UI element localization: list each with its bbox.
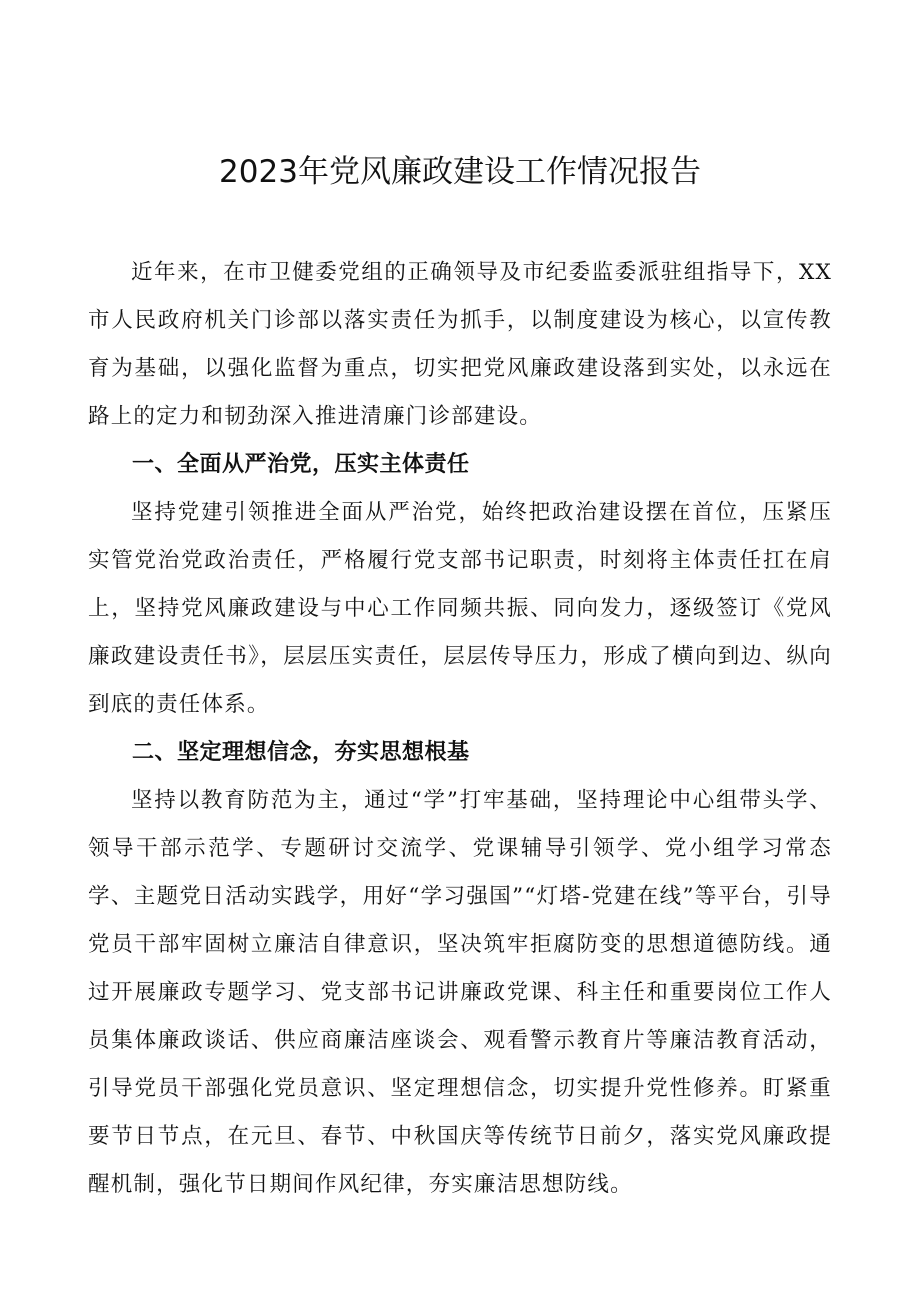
document-title: 2023年党风廉政建设工作情况报告 xyxy=(219,154,701,190)
intro-paragraph: 近年来，在市卫健委党组的正确领导及市纪委监委派驻组指导下，XX市人民政府机关门诊部以落实责任为抓手，以制度建设为核心，以宣传教育为基础，以强化监督为重点，切实把党风廉政建设落到实处，以永远在路上的定力和韧劲深入推进清廉门诊部建设。 xyxy=(88,260,832,429)
section-1-heading: 一、全面从严治党，压实主体责任 xyxy=(132,452,470,477)
document-body xyxy=(88,249,832,1209)
section-2-paragraph: 坚持以教育防范为主，通过“学”打牢基础，坚持理论中心组带头学、领导干部示范学、专题研讨交流学、党课辅导引领学、党小组学习常态学、主题党日活动实践学，用好“学习强国”“灯塔-党建在线”等平台，引导党员干部牢固树立廉洁自律意识，坚决筑牢拒腐防变的思想道德防线。通过开展廉政专题学习、党支部书记讲廉政党课、科主任和重要岗位工作人员集体廉政谈话、供应商廉洁座谈会、观看警示教育片等廉洁教育活动，引导党员干部强化党员意识、坚定理想信念，切实提升党性修养。盯紧重要节日节点，在元旦、春节、中秋国庆等传统节日前夕，落实党风廉政提醒机制，强化节日期间作风纪律，夯实廉洁思想防线。 xyxy=(88,788,832,1197)
section-1-paragraph: 坚持党建引领推进全面从严治党，始终把政治建设摆在首位，压紧压实管党治党政治责任，严格履行党支部书记职责，时刻将主体责任扛在肩上，坚持党风廉政建设与中心工作同频共振、同向发力，逐级签订《党风廉政建设责任书》，层层压实责任，层层传导压力，形成了横向到边、纵向到底的责任体系。 xyxy=(88,500,832,717)
section-2-heading: 二、坚定理想信念，夯实思想根基 xyxy=(132,740,470,765)
